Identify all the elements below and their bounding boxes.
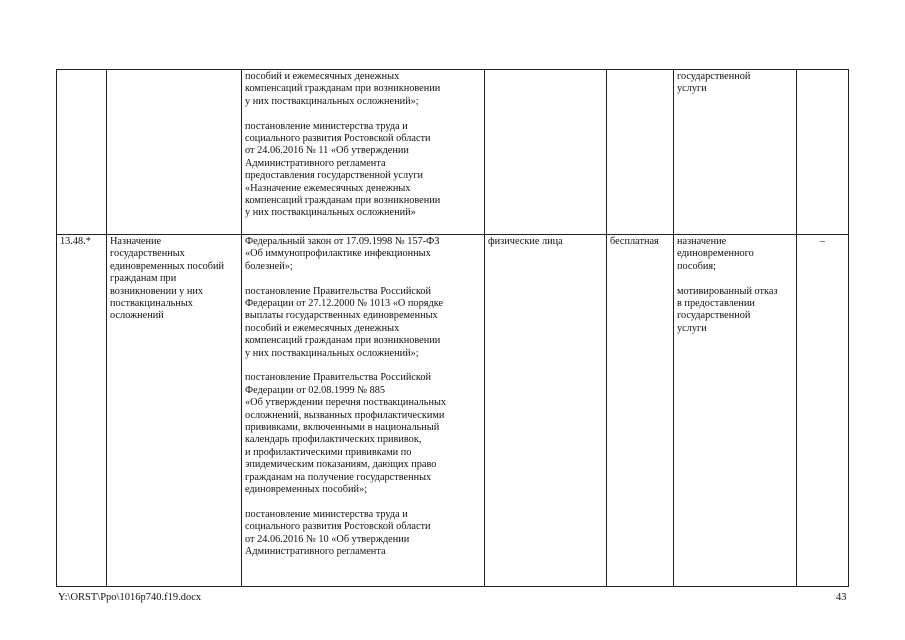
cell-note — [797, 235, 849, 587]
cell-result — [674, 235, 797, 587]
regulation-table — [56, 69, 849, 587]
cost-text: бесплатная — [610, 236, 659, 247]
result-text: мотивированный отказ в предоставлении государственной услуги — [677, 285, 778, 334]
legal-paragraph: постановление Правительства Российской Федерации от 27.12.2000 № 1013 «О порядке выплаты государственных единовременных пособий и ежемесячных денежных компенсаций гражданам при возникновении у них поствакцинальных осложнений»; — [245, 285, 444, 359]
legal-paragraph: постановление министерства труда и социального развития Ростовской области от 24.06.2016 № 10 «Об утверждении Административного регламента — [245, 508, 431, 558]
table-row-13-48 — [57, 235, 849, 587]
note-dash: – — [819, 236, 826, 247]
service-name: Назначение государственных единовременных пособий гражданам при возникновении у них поствакцинальных осложнений — [110, 236, 225, 322]
legal-paragraph: постановление министерства труда и социального развития Ростовской области от 24.06.2016 № 11 «Об утверждении Административного регламента предоставления государственной услуги «Назначение ежемесячных денежных компенсаций гражданам при возникновении у них поствакцинальных осложнений» — [245, 120, 441, 219]
cell-number — [57, 70, 107, 235]
cell-result — [674, 70, 797, 235]
cell-service-name — [107, 70, 242, 235]
cell-service-name — [107, 235, 242, 587]
cell-cost — [607, 235, 674, 587]
legal-paragraph: пособий и ежемесячных денежных компенсаций гражданам при возникновении у них поствакцинальных осложнений»; — [245, 71, 441, 107]
legal-paragraph: Федеральный закон от 17.09.1998 № 157-ФЗ «Об иммунопрофилактике инфекционных болезней»; — [245, 236, 440, 272]
cell-legal-basis — [242, 70, 485, 235]
footer-file-path: Y:\ORST\Ppo\1016p740.f19.docx — [58, 592, 202, 603]
cell-legal-basis — [242, 235, 485, 587]
cell-recipients — [485, 70, 607, 235]
legal-paragraph: постановление Правительства Российской Федерации от 02.08.1999 № 885 «Об утверждении перечня поствакцинальных осложнений, вызванных профилактическими прививками, включенными в национальный календарь профилактических прививок, и профилактическими прививками по эпидемическим показаниям, дающих право гражданам на получение государственных единовременных пособий»; — [245, 372, 447, 496]
result-text: государственной услуги — [677, 71, 751, 95]
cell-note — [797, 70, 849, 235]
recipients-text: физические лица — [488, 236, 563, 247]
cell-cost — [607, 70, 674, 235]
cell-recipients — [485, 235, 607, 587]
table-row-continuation — [57, 70, 849, 235]
result-text: назначение единовременного пособия; — [677, 236, 754, 272]
row-number: 13.48.* — [60, 236, 91, 247]
footer-page-number: 43 — [836, 592, 847, 603]
cell-number — [57, 235, 107, 587]
